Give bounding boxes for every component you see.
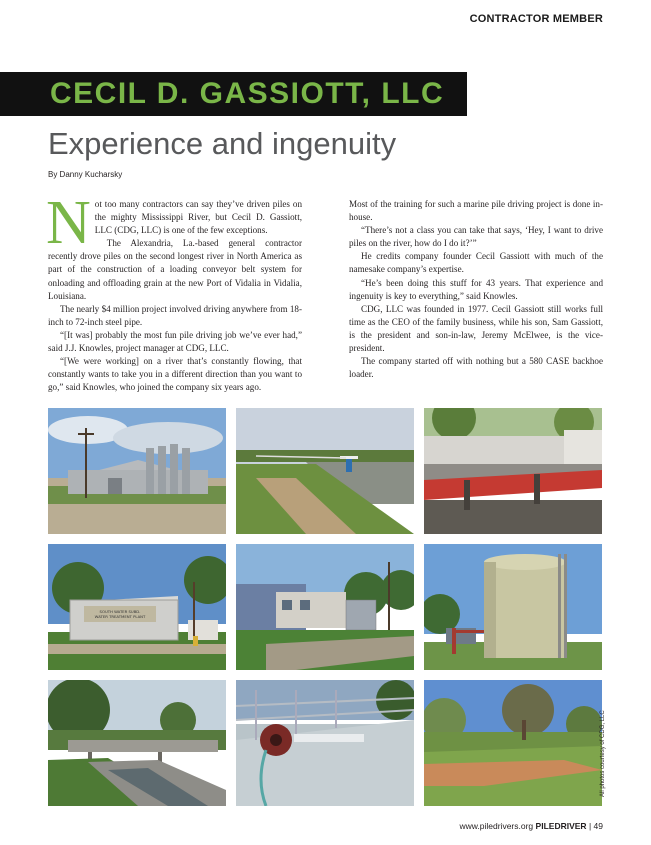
footer-magazine: PILEDRIVER	[535, 821, 587, 831]
photo-plant-buildings	[236, 544, 414, 670]
photo-aeration-basin	[236, 680, 414, 806]
photo-industrial-building	[48, 408, 226, 534]
photo-concrete-structure	[424, 408, 602, 534]
company-name: CECIL D. GASSIOTT, LLC	[50, 77, 445, 110]
article-paragraph: “[We were working] on a river that’s constantly flowing, that constantly wants to take you in a different direction than you want to go,” said Knowles, who joined the company six years ago.	[48, 356, 302, 393]
photo-credit: All photos courtesy of CDG, LLC	[600, 710, 606, 797]
article-headline: Experience and ingenuity	[48, 126, 397, 161]
article-paragraph: He credits company founder Cecil Gassiott with much of the namesake company’s expertise.	[349, 251, 603, 275]
photo-storage-tank	[424, 544, 602, 670]
article-paragraph: The nearly $4 million project involved driving anywhere from 18-inch to 72-inch steel pipe.	[48, 303, 302, 327]
article-column-left	[46, 189, 302, 394]
article-paragraph: The company started off with nothing but a 580 CASE backhoe loader.	[349, 356, 603, 380]
photo-cleared-site	[424, 680, 602, 806]
photo-drainage-channel	[48, 680, 226, 806]
page-footer	[459, 821, 603, 831]
article-paragraph: The Alexandria, La.-based general contractor recently drove piles on the second longest river in North America as part of the construction of a loading conveyor belt system for onloading and offloading grain at the new Port of Vidalia in Vidalia, Louisiana.	[48, 238, 302, 301]
plant-sign-text: SOUTH WATER SUBD. WATER TREATMENT PLANT	[94, 609, 146, 619]
byline: By Danny Kucharsky	[48, 170, 123, 179]
article-paragraph: CDG, LLC was founded in 1977. Cecil Gassiott still works full time as the CEO of the family business, while his son, Sam Gassiott, is the president and son-in-law, Jeremy McElwee, is the vice-president.	[349, 303, 603, 354]
article-paragraph: “There’s not a class you can take that says, ‘Hey, I want to drive piles on the river, how do I do it?’”	[349, 225, 603, 249]
article-column-right	[349, 198, 603, 381]
footer-separator: |	[588, 821, 592, 831]
photo-levee-lagoon	[236, 408, 414, 534]
article-paragraph: Most of the training for such a marine pile driving project is done in-house.	[349, 199, 603, 223]
section-label: CONTRACTOR MEMBER	[469, 13, 603, 25]
article-paragraph: Not too many contractors can say they’ve driven piles on the mighty Mississippi River, but Cecil D. Gassiott, LLC (CDG, LLC) is one of the few exceptions.	[46, 189, 302, 257]
article-paragraph: “[It was] probably the most fun pile driving job we’ve ever had,” said J.J. Knowles, project manager at CDG, LLC.	[48, 329, 302, 354]
drop-cap: N	[46, 189, 91, 257]
footer-website: www.piledrivers.org	[459, 821, 534, 831]
article-paragraph: “He’s been doing this stuff for 43 years. That experience and ingenuity is key to everything,” said Knowles.	[349, 277, 603, 301]
photo-water-treatment-plant	[48, 544, 226, 670]
page-number: 49	[593, 821, 603, 831]
